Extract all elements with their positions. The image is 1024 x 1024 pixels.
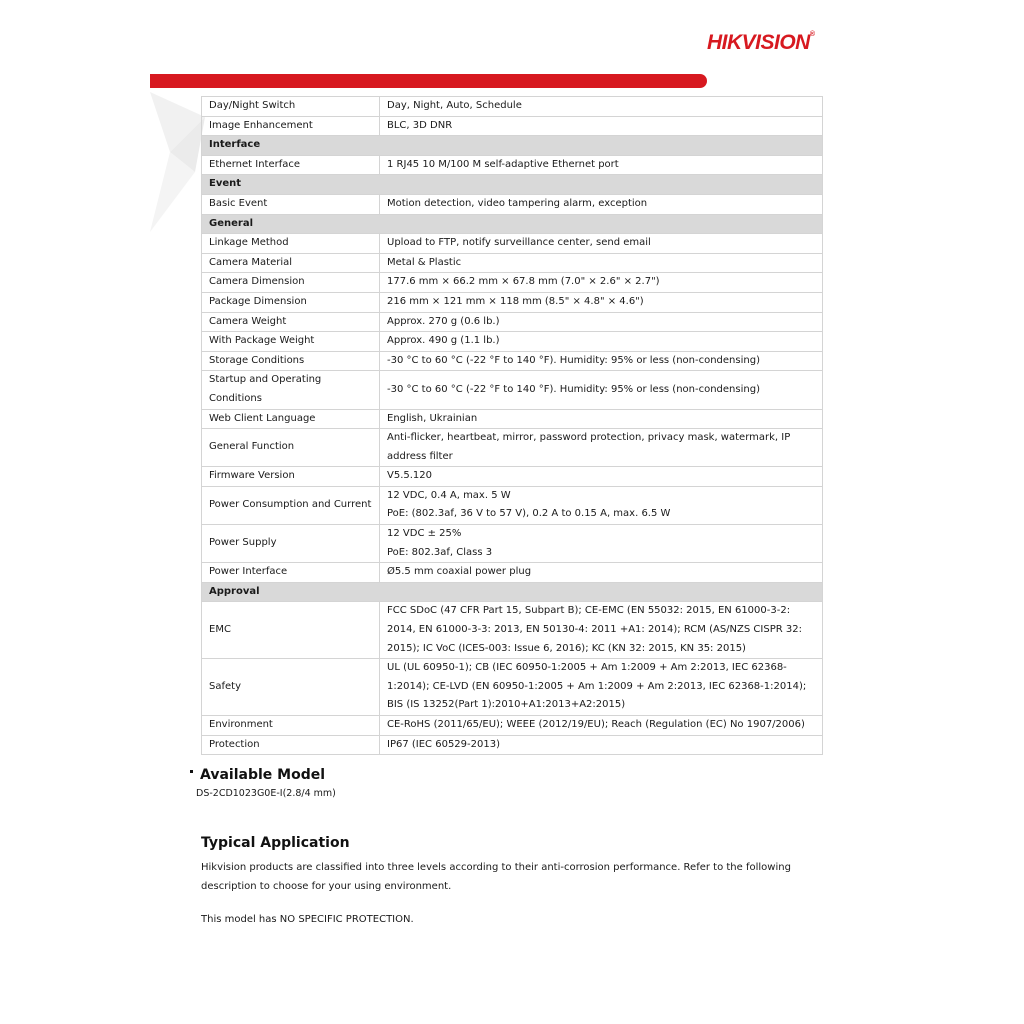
section-row — [202, 175, 823, 195]
spec-value: Approx. 270 g (0.6 lb.) — [380, 312, 823, 332]
spec-value: V5.5.120 — [380, 467, 823, 487]
spec-table — [201, 96, 823, 755]
spec-key: Safety — [202, 659, 380, 716]
spec-key: Firmware Version — [202, 467, 380, 487]
section-row — [202, 136, 823, 156]
spec-row — [202, 194, 823, 214]
spec-row — [202, 332, 823, 352]
spec-key: Power Supply — [202, 525, 380, 563]
spec-key: Package Dimension — [202, 292, 380, 312]
spec-row — [202, 273, 823, 293]
spec-row — [202, 716, 823, 736]
spec-row — [202, 97, 823, 117]
spec-key: Camera Dimension — [202, 273, 380, 293]
spec-value: 12 VDC, 0.4 A, max. 5 W PoE: (802.3af, 36 V to 57 V), 0.2 A to 0.15 A, max. 6.5 W — [380, 486, 823, 524]
protection-note: This model has NO SPECIFIC PROTECTION. — [201, 914, 414, 925]
spec-key: Power Consumption and Current — [202, 486, 380, 524]
spec-row — [202, 735, 823, 755]
section-label: Event — [202, 175, 823, 195]
spec-row — [202, 253, 823, 273]
spec-key: Storage Conditions — [202, 351, 380, 371]
spec-key: Protection — [202, 735, 380, 755]
section-label: General — [202, 214, 823, 234]
spec-row — [202, 429, 823, 467]
spec-value: -30 °C to 60 °C (-22 °F to 140 °F). Humidity: 95% or less (non-condensing) — [380, 351, 823, 371]
spec-value: Approx. 490 g (1.1 lb.) — [380, 332, 823, 352]
spec-key: Linkage Method — [202, 234, 380, 254]
spec-key: Camera Material — [202, 253, 380, 273]
spec-key: Power Interface — [202, 563, 380, 583]
spec-value: 1 RJ45 10 M/100 M self-adaptive Ethernet port — [380, 155, 823, 175]
spec-key: Basic Event — [202, 194, 380, 214]
spec-row — [202, 312, 823, 332]
spec-value: Day, Night, Auto, Schedule — [380, 97, 823, 117]
spec-value: FCC SDoC (47 CFR Part 15, Subpart B); CE-EMC (EN 55032: 2015, EN 61000-3-2: 2014, EN 61000-3-3: 2013, EN 50130-4: 2011 +A1: 2014); RCM (AS/NZS CISPR 32: 2015); IC VoC (ICES-003: Issue 6, 2016); KC (KN 32: 2015, KN 35: 2015) — [380, 602, 823, 659]
bullet-icon — [190, 770, 193, 773]
spec-row — [202, 409, 823, 429]
spec-row — [202, 563, 823, 583]
spec-value: 12 VDC ± 25% PoE: 802.3af, Class 3 — [380, 525, 823, 563]
section-row — [202, 582, 823, 602]
spec-value: Upload to FTP, notify surveillance center, send email — [380, 234, 823, 254]
spec-value: CE-RoHS (2011/65/EU); WEEE (2012/19/EU); Reach (Regulation (EC) No 1907/2006) — [380, 716, 823, 736]
spec-key: Startup and Operating Conditions — [202, 371, 380, 409]
spec-value: Ø5.5 mm coaxial power plug — [380, 563, 823, 583]
spec-key: EMC — [202, 602, 380, 659]
spec-key: Environment — [202, 716, 380, 736]
typical-application-paragraph: Hikvision products are classified into three levels according to their anti-corrosion performance. Refer to the following description to choose for your using environment. — [201, 862, 791, 892]
spec-value: IP67 (IEC 60529-2013) — [380, 735, 823, 755]
spec-value: Anti-flicker, heartbeat, mirror, password protection, privacy mask, watermark, IP address filter — [380, 429, 823, 467]
spec-row — [202, 234, 823, 254]
available-model-heading: Available Model — [190, 767, 325, 783]
spec-key: Day/Night Switch — [202, 97, 380, 117]
spec-value: Metal & Plastic — [380, 253, 823, 273]
typical-application-heading: Typical Application — [201, 835, 350, 851]
spec-value: -30 °C to 60 °C (-22 °F to 140 °F). Humidity: 95% or less (non-condensing) — [380, 371, 823, 409]
spec-row — [202, 155, 823, 175]
spec-key: Camera Weight — [202, 312, 380, 332]
spec-row — [202, 486, 823, 524]
spec-row — [202, 525, 823, 563]
spec-key: With Package Weight — [202, 332, 380, 352]
section-label: Interface — [202, 136, 823, 156]
spec-row — [202, 351, 823, 371]
spec-row — [202, 292, 823, 312]
spec-value: 216 mm × 121 mm × 118 mm (8.5" × 4.8" × 4.6") — [380, 292, 823, 312]
header-red-bar — [150, 74, 707, 88]
section-label: Approval — [202, 582, 823, 602]
spec-row — [202, 371, 823, 409]
spec-row — [202, 116, 823, 136]
spec-key: General Function — [202, 429, 380, 467]
hikvision-logo: HIKVISION® — [707, 31, 815, 54]
spec-row — [202, 659, 823, 716]
spec-row — [202, 602, 823, 659]
spec-key: Web Client Language — [202, 409, 380, 429]
spec-value: 177.6 mm × 66.2 mm × 67.8 mm (7.0" × 2.6" × 2.7") — [380, 273, 823, 293]
spec-value: English, Ukrainian — [380, 409, 823, 429]
section-row — [202, 214, 823, 234]
spec-key: Image Enhancement — [202, 116, 380, 136]
spec-row — [202, 467, 823, 487]
spec-value: BLC, 3D DNR — [380, 116, 823, 136]
spec-value: UL (UL 60950-1); CB (IEC 60950-1:2005 + Am 1:2009 + Am 2:2013, IEC 62368-1:2014); CE-LVD (EN 60950-1:2005 + Am 1:2009 + Am 2:2013, IEC 62368-1:2014); BIS (IS 13252(Part 1):2010+A1:2013+A2:2015) — [380, 659, 823, 716]
spec-value: Motion detection, video tampering alarm, exception — [380, 194, 823, 214]
spec-key: Ethernet Interface — [202, 155, 380, 175]
model-number: DS-2CD1023G0E-I(2.8/4 mm) — [196, 788, 336, 799]
